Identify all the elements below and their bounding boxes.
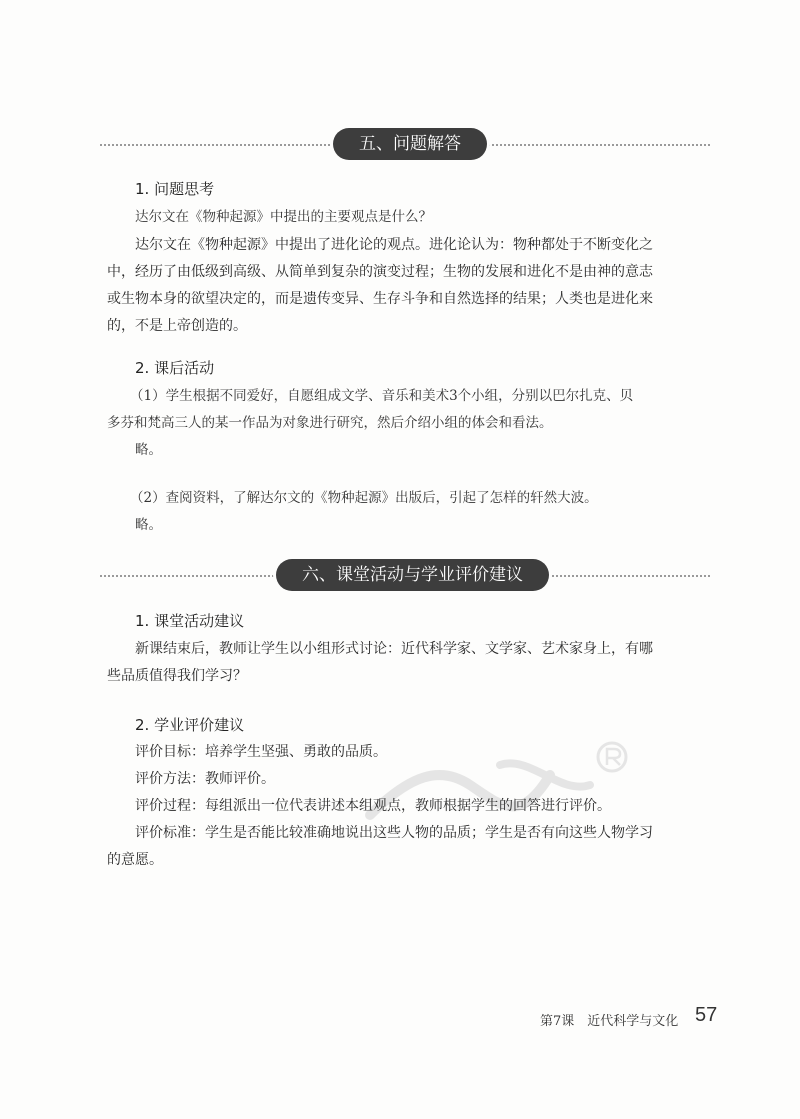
s1-line: 些品质值得我们学习？ (107, 668, 247, 684)
footer-lesson-title: 第7课 近代科学与文化 (540, 1014, 679, 1029)
s1-line: 新课结束后，教师让学生以小组形式讨论：近代科学家、文学家、艺术家身上，有哪 (135, 641, 653, 657)
section-six-header (100, 559, 710, 593)
q2-heading: 2. 课后活动 (135, 359, 215, 377)
s2-method: 评价方法：教师评价。 (135, 771, 275, 787)
q1-answer-line: 或生物本身的欲望决定的，而是遗传变异、生存斗争和自然选择的结果；人类也是进化来 (107, 291, 653, 307)
s2-process: 评价过程：每组派出一位代表讲述本组观点，教师根据学生的回答进行评价。 (135, 798, 611, 814)
q1-answer-line: 中，经历了由低级到高级、从简单到复杂的演变过程；生物的发展和进化不是由神的意志 (107, 264, 653, 280)
q2-item1-answer: 略。 (135, 442, 162, 458)
section-six-title: 六、课堂活动与学业评价建议 (276, 559, 549, 591)
q2-item1-line: （1）学生根据不同爱好，自愿组成文学、音乐和美术3个小组，分别以巴尔扎克、贝 (130, 388, 634, 404)
section-five-header (100, 128, 710, 162)
s1-heading: 1. 课堂活动建议 (135, 612, 245, 630)
q2-item2: （2）查阅资料，了解达尔文的《物种起源》出版后，引起了怎样的轩然大波。 (130, 490, 598, 506)
q2-item2-answer: 略。 (135, 517, 162, 533)
s2-goal: 评价目标：培养学生坚强、勇敢的品质。 (135, 744, 387, 760)
page-number: 57 (695, 1004, 718, 1026)
s2-standard-line: 评价标准：学生是否能比较准确地说出这些人物的品质；学生是否有向这些人物学习 (135, 825, 653, 841)
s2-standard-line: 的意愿。 (107, 852, 163, 868)
s2-heading: 2. 学业评价建议 (135, 716, 245, 734)
q2-item1-line: 多芬和梵高三人的某一作品为对象进行研究，然后介绍小组的体会和看法。 (107, 415, 553, 431)
section-five-title: 五、问题解答 (333, 128, 487, 160)
q1-answer-line: 的，不是上帝创造的。 (107, 318, 247, 334)
q1-answer-line: 达尔文在《物种起源》中提出了进化论的观点。进化论认为：物种都处于不断变化之 (135, 237, 653, 253)
q1-question: 达尔文在《物种起源》中提出的主要观点是什么？ (135, 209, 432, 225)
q1-heading: 1. 问题思考 (135, 180, 215, 198)
